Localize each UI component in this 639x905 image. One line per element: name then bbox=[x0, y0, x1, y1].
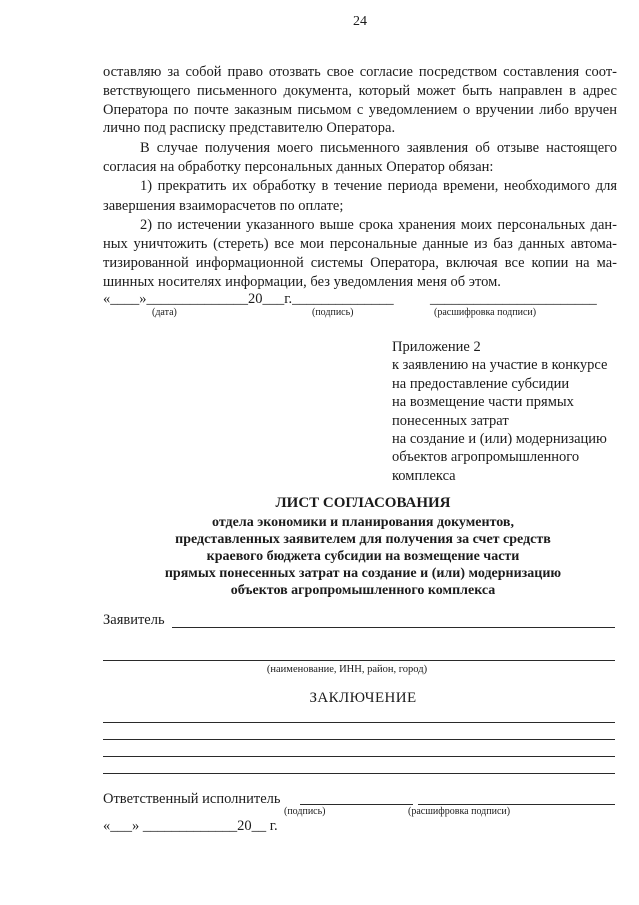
subtitle-line: представленных заявителем для получения за счет средств bbox=[175, 531, 551, 547]
conclusion-blank-line bbox=[103, 773, 615, 774]
appendix-line: на создание и (или) модернизацию bbox=[392, 431, 607, 448]
subtitle-line: отдела экономики и планирования документов, bbox=[212, 514, 514, 530]
appendix-line: на предоставление субсидии bbox=[392, 375, 570, 392]
subtitle-line: краевого бюджета субсидии на возмещение части bbox=[206, 548, 520, 564]
obligation-2-line: 2) по истечении указанного выше срока хранения моих персональных дан- bbox=[140, 216, 617, 233]
obligation-2-line: шинных носителях информации, без уведомления меня об этом. bbox=[103, 273, 501, 290]
appendix-reference bbox=[392, 338, 607, 485]
subtitle-line: объектов агропромышленного комплекса bbox=[230, 582, 496, 598]
appendix-line: на возмещение части прямых bbox=[392, 394, 574, 411]
appendix-line: Приложение 2 bbox=[392, 339, 481, 355]
revocation-line: ветствующего письменного документа, который может быть направлен в адрес bbox=[103, 82, 617, 99]
applicant-label: Заявитель bbox=[103, 611, 165, 628]
obligation-1-line: завершения взаиморасчетов по оплате; bbox=[103, 197, 344, 214]
responsible-full-name-underline bbox=[418, 804, 615, 805]
obligation-2-line: ных уничтожить (стереть) все мои персональные данные из баз данных автома- bbox=[103, 235, 617, 252]
page-number: 24 bbox=[353, 14, 367, 29]
obligation-intro-line: В случае получения моего письменного заявления об отзыве настоящего bbox=[140, 139, 617, 156]
appendix-line: понесенных затрат bbox=[392, 412, 509, 429]
obligation-2-line: тизированной информационной системы Оператора, включая все копии на ма- bbox=[103, 254, 617, 271]
appendix-line: комплекса bbox=[392, 467, 456, 484]
applicant-underline bbox=[172, 627, 615, 628]
approval-sheet-subtitle bbox=[106, 514, 620, 599]
signature-hint: (подпись) bbox=[312, 307, 354, 318]
date-and-signature-line: «____»______________20___г.______________ bbox=[103, 290, 394, 307]
conclusion-blank-line bbox=[103, 739, 615, 740]
responsible-signature-underline bbox=[300, 804, 413, 805]
obligation-1-line: 1) прекратить их обработку в течение периода времени, необходимого для bbox=[140, 177, 617, 194]
responsible-executor-label: Ответственный исполнитель bbox=[103, 790, 281, 807]
conclusion-blank-line bbox=[103, 722, 615, 723]
responsible-signature-hint: (подпись) bbox=[284, 806, 326, 817]
approval-sheet-title: ЛИСТ СОГЛАСОВАНИЯ bbox=[275, 494, 451, 511]
appendix-line: объектов агропромышленного bbox=[392, 449, 580, 466]
full-name-hint: (расшифровка подписи) bbox=[434, 307, 537, 318]
date-hint: (дата) bbox=[152, 307, 177, 318]
full-name-line: _______________________ bbox=[430, 290, 597, 307]
conclusion-blank-line bbox=[103, 756, 615, 757]
revocation-line: лично под расписку представителю Оператора. bbox=[103, 119, 396, 136]
conclusion-heading: ЗАКЛЮЧЕНИЕ bbox=[309, 689, 417, 706]
responsible-full-name-hint: (расшифровка подписи) bbox=[408, 806, 511, 817]
applicant-blank-line bbox=[103, 660, 615, 661]
obligation-intro-line: согласия на обработку персональных данных Оператор обязан: bbox=[103, 158, 494, 175]
subtitle-line: прямых понесенных затрат на создание и (или) модернизацию bbox=[164, 565, 562, 581]
revocation-line: Оператора по почте заказным письмом с уведомлением о вручении либо вручен bbox=[103, 101, 617, 118]
applicant-hint: (наименование, ИНН, район, город) bbox=[266, 664, 428, 675]
revocation-line: оставляю за собой право отозвать свое согласие посредством составления соот- bbox=[103, 63, 617, 80]
appendix-line: к заявлению на участие в конкурсе bbox=[392, 357, 608, 374]
approval-date-line: «___» _____________20__ г. bbox=[103, 817, 278, 834]
